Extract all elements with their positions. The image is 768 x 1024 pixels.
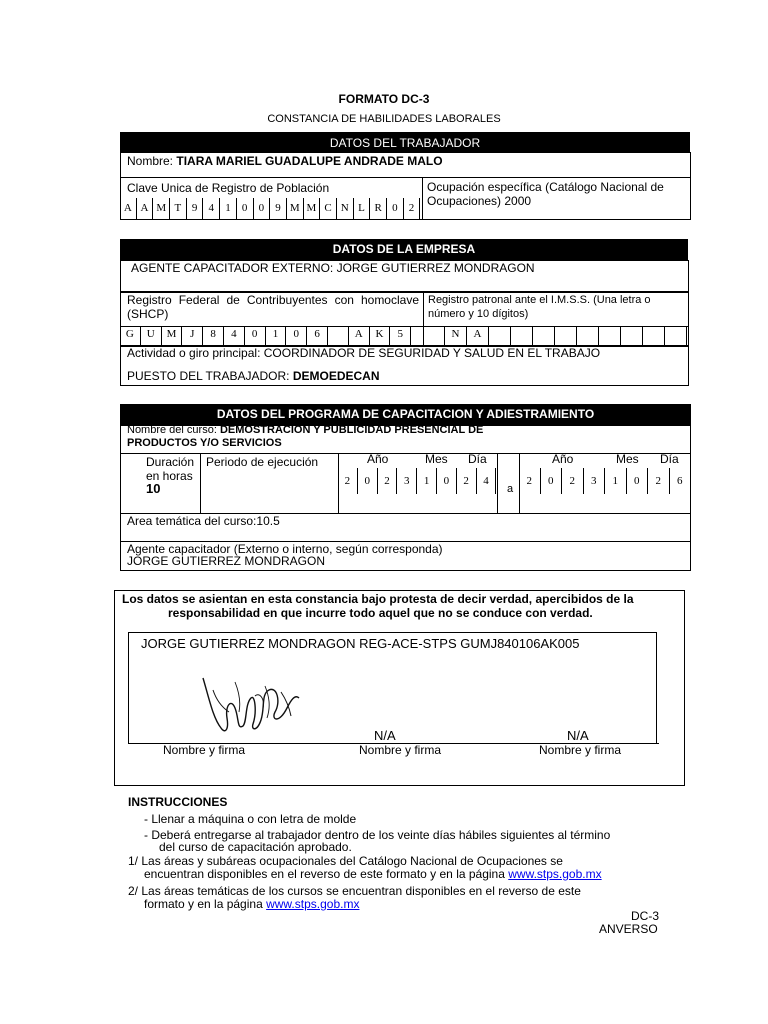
start-month-label: Mes — [425, 452, 448, 466]
imss-cells — [423, 327, 687, 345]
stps-link-2[interactable]: www.stps.gob.mx — [266, 897, 360, 911]
activity-label: Actividad o giro principal: — [127, 346, 261, 360]
curp-char-2: M — [153, 198, 170, 219]
signature-image — [195, 668, 305, 740]
imss-label: Registro patronal ante el I.M.S.S. (Una letra o número y 10 dígitos) — [428, 294, 651, 320]
period-between: a — [507, 483, 514, 495]
instructions-note-2a: 2/ Las áreas temáticas de los cursos se encuentran disponibles en el reverso de este — [128, 884, 581, 898]
end-digit-1: 0 — [541, 468, 563, 494]
end-day-label: Día — [660, 452, 679, 466]
start-digit-3: 3 — [397, 468, 417, 494]
position-label: PUESTO DEL TRABAJADOR: — [127, 369, 290, 383]
curp-char-17: 2 — [404, 198, 421, 219]
instructions-note-2b: formato y en la página — [144, 897, 263, 911]
end-digit-6: 2 — [648, 468, 670, 494]
area-label: Area temática del curso:10.5 — [127, 514, 280, 528]
agent-label: Agente capacitador (Externo o interno, según corresponda) — [127, 542, 443, 556]
start-digit-2: 2 — [378, 468, 398, 494]
instructions-item-2b: del curso de capacitación aprobado. — [159, 840, 352, 854]
curp-char-11: M — [304, 198, 321, 219]
rfc-char-10 — [328, 327, 349, 345]
start-digit-0: 2 — [338, 468, 358, 494]
imss-char-1: N — [445, 327, 467, 345]
declaration-line-2: responsabilidad en que incurre todo aquel que no se conduce con verdad. — [168, 606, 593, 620]
rfc-char-5: 4 — [224, 327, 245, 345]
instructions-note-1a: 1/ Las áreas y subáreas ocupacionales del Catálogo Nacional de Ocupaciones se — [128, 854, 563, 868]
course-label: Nombre del curso: — [127, 424, 217, 436]
course-value-2: PRODUCTOS Y/O SERVICIOS — [127, 437, 282, 449]
course-value-1: DEMOSTRACION Y PUBLICIDAD PRESENCIAL DE — [219, 424, 484, 436]
program-section-header: DATOS DEL PROGRAMA DE CAPACITACION Y ADIESTRAMIENTO — [120, 404, 691, 425]
curp-char-9: 9 — [270, 198, 287, 219]
rfc-char-9: 6 — [307, 327, 328, 345]
imss-char-2: A — [467, 327, 489, 345]
rfc-char-13: 5 — [390, 327, 411, 345]
signature-3-label: Nombre y firma — [539, 743, 622, 757]
activity-value: COORDINADOR DE SEGURIDAD Y SALUD EN EL TRABAJO — [263, 346, 601, 360]
curp-char-1: A — [137, 198, 154, 219]
form-title: FORMATO DC-3 — [338, 92, 430, 106]
curp-char-5: 4 — [203, 198, 220, 219]
curp-label: Clave Unica de Registro de Población — [127, 181, 330, 195]
end-digit-7: 6 — [670, 468, 692, 494]
instructions-title: INSTRUCCIONES — [128, 795, 228, 809]
instructions-note-2b-row — [144, 897, 359, 911]
curp-char-14: L — [354, 198, 371, 219]
imss-char-7 — [577, 327, 599, 345]
rfc-char-2: M — [162, 327, 183, 345]
footer-code: DC-3 — [631, 909, 660, 923]
imss-char-10 — [643, 327, 665, 345]
curp-char-0: A — [120, 198, 137, 219]
position-value: DEMOEDECAN — [292, 369, 380, 383]
imss-char-9 — [621, 327, 643, 345]
imss-char-5 — [533, 327, 555, 345]
imss-char-11 — [665, 327, 687, 345]
position-row — [127, 369, 380, 383]
rfc-cells — [120, 327, 411, 345]
end-digit-5: 0 — [627, 468, 649, 494]
signature-3-value: N/A — [567, 728, 589, 743]
rfc-char-0: G — [120, 327, 141, 345]
start-digit-5: 0 — [437, 468, 457, 494]
curp-char-13: N — [337, 198, 354, 219]
rfc-label: Registro Federal de Contribuyentes con homoclave (SHCP) — [127, 293, 419, 321]
start-digit-1: 0 — [358, 468, 378, 494]
curp-char-6: 1 — [220, 198, 237, 219]
start-date-cells — [338, 468, 496, 494]
rfc-char-12: K — [370, 327, 391, 345]
curp-char-8: 0 — [254, 198, 271, 219]
rfc-char-1: U — [141, 327, 162, 345]
company-agent-text: AGENTE CAPACITADOR EXTERNO: JORGE GUTIERREZ MONDRAGON — [131, 261, 535, 275]
form-subtitle: CONSTANCIA DE HABILIDADES LABORALES — [267, 113, 501, 125]
duration-label — [146, 455, 194, 483]
curp-char-16: 0 — [387, 198, 404, 219]
imss-char-8 — [599, 327, 621, 345]
curp-char-7: 0 — [237, 198, 254, 219]
instructions-item-2a: - Deberá entregarse al trabajador dentro de los veinte días hábiles siguientes al término — [144, 828, 611, 842]
imss-char-3 — [489, 327, 511, 345]
course-row — [127, 424, 527, 450]
declaration-line-1: Los datos se asientan en esta constancia bajo protesta de decir verdad, apercibidos de la — [122, 592, 634, 606]
rfc-char-11: A — [349, 327, 370, 345]
signer-name: JORGE GUTIERREZ MONDRAGON REG-ACE-STPS GUMJ840106AK005 — [141, 636, 580, 651]
duration-label-2: en horas — [146, 469, 193, 483]
end-year-label: Año — [552, 452, 574, 466]
start-digit-7: 4 — [477, 468, 497, 494]
end-date-cells — [519, 468, 691, 494]
curp-char-12: C — [320, 198, 337, 219]
instructions-note-1b-row — [144, 867, 602, 881]
end-month-label: Mes — [616, 452, 639, 466]
rfc-char-4: 8 — [203, 327, 224, 345]
stps-link-1[interactable]: www.stps.gob.mx — [508, 867, 602, 881]
end-digit-4: 1 — [605, 468, 627, 494]
imss-char-4 — [511, 327, 533, 345]
start-digit-6: 2 — [457, 468, 477, 494]
signature-1-label: Nombre y firma — [163, 743, 246, 757]
start-day-label: Día — [468, 452, 487, 466]
footer-side: ANVERSO — [599, 922, 658, 936]
curp-char-4: 9 — [187, 198, 204, 219]
curp-cells — [120, 198, 420, 219]
activity-row-text — [127, 346, 600, 360]
curp-char-15: R — [370, 198, 387, 219]
instructions-item-1: - Llenar a máquina o con letra de molde — [144, 812, 357, 826]
curp-char-10: M — [287, 198, 304, 219]
instructions-note-1b: encuentran disponibles en el reverso de este formato y en la página — [144, 867, 505, 881]
imss-char-6 — [555, 327, 577, 345]
worker-name-value: TIARA MARIEL GUADALUPE ANDRADE MALO — [176, 154, 443, 168]
signature-2-label: Nombre y firma — [359, 743, 442, 757]
end-digit-2: 2 — [562, 468, 584, 494]
rfc-char-3: J — [182, 327, 203, 345]
worker-name-label: Nombre: — [127, 154, 174, 168]
agent-value: JORGE GUTIERREZ MONDRAGON — [127, 554, 326, 568]
curp-char-3: T — [170, 198, 187, 219]
worker-name-row — [127, 154, 443, 168]
end-digit-0: 2 — [519, 468, 541, 494]
imss-char-0 — [423, 327, 445, 345]
end-digit-3: 3 — [584, 468, 606, 494]
rfc-char-8: 0 — [286, 327, 307, 345]
period-label: Periodo de ejecución — [206, 455, 319, 469]
rfc-char-7: 1 — [266, 327, 287, 345]
signature-2-value: N/A — [374, 728, 396, 743]
start-digit-4: 1 — [417, 468, 437, 494]
duration-value: 10 — [146, 481, 161, 496]
start-year-label: Año — [367, 452, 389, 466]
rfc-char-6: 0 — [245, 327, 266, 345]
occupation-label: Ocupación específica (Catálogo Nacional de Ocupaciones) 2000 — [427, 180, 664, 208]
company-section-header: DATOS DE LA EMPRESA — [120, 239, 688, 260]
worker-section-header: DATOS DEL TRABAJADOR — [120, 132, 690, 152]
duration-label-1: Duración — [146, 455, 195, 469]
